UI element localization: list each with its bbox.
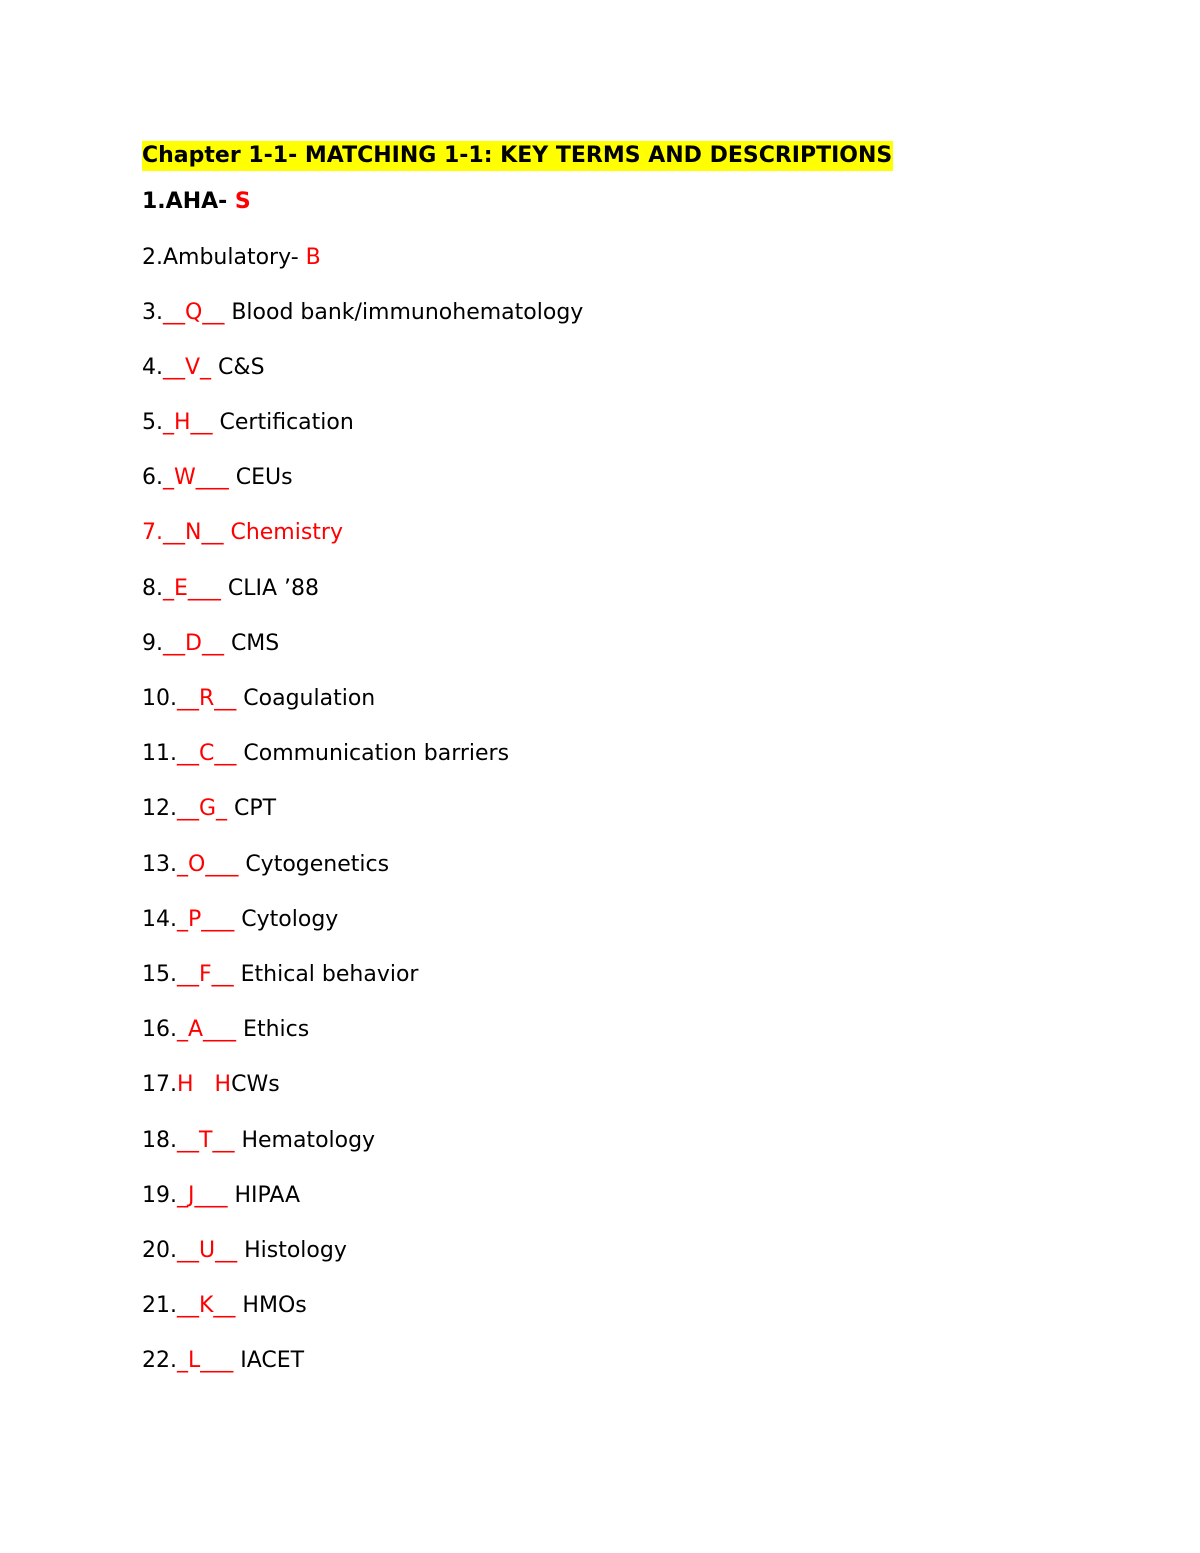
item-number-term: 2.Ambulatory- bbox=[142, 244, 306, 270]
matching-item bbox=[142, 1181, 583, 1236]
answer-blank: __V_ bbox=[163, 354, 212, 380]
item-number: 20. bbox=[142, 1237, 177, 1263]
matching-item bbox=[142, 1236, 583, 1291]
answer-letter: B bbox=[305, 244, 321, 270]
item-number: 19. bbox=[142, 1182, 177, 1208]
item-term: CLIA ’88 bbox=[220, 575, 320, 601]
item-term: Histology bbox=[237, 1237, 347, 1263]
answer-blank: __U__ bbox=[177, 1237, 238, 1263]
item-number: 16. bbox=[142, 1017, 177, 1043]
item-number: 18. bbox=[142, 1127, 177, 1153]
item-number: 4. bbox=[142, 354, 163, 380]
answer-blank: __D__ bbox=[163, 630, 224, 656]
answer-blank: _J___ bbox=[177, 1182, 228, 1208]
item-number: 15. bbox=[142, 961, 177, 987]
item-number: 22. bbox=[142, 1348, 177, 1374]
matching-item bbox=[142, 1291, 583, 1346]
matching-item bbox=[142, 353, 583, 408]
item-term: C&S bbox=[211, 354, 265, 380]
item-number: 13. bbox=[142, 851, 177, 877]
item-term: CEUs bbox=[228, 465, 293, 491]
item-term: Cytology bbox=[234, 906, 339, 932]
answer-blank: __N__ bbox=[163, 520, 224, 546]
matching-item bbox=[142, 243, 583, 298]
answer-blank: __C__ bbox=[177, 741, 237, 767]
item-term: HIPAA bbox=[227, 1182, 301, 1208]
item-term: HMOs bbox=[235, 1293, 307, 1319]
answer-blank: __F__ bbox=[177, 961, 234, 987]
matching-item bbox=[142, 960, 583, 1015]
matching-item bbox=[142, 1015, 583, 1070]
matching-item bbox=[142, 684, 583, 739]
matching-item bbox=[142, 1126, 583, 1181]
item-term: IACET bbox=[233, 1348, 305, 1374]
matching-item bbox=[142, 1070, 583, 1125]
item-number: 10. bbox=[142, 686, 177, 711]
item-term: Blood bank/immunohematology bbox=[224, 299, 584, 325]
answer-letter: S bbox=[234, 189, 251, 214]
item-number: 14. bbox=[142, 906, 177, 932]
chapter-heading: Chapter 1-1- MATCHING 1-1: KEY TERMS AND DESCRIPTIONS bbox=[142, 141, 893, 171]
item-number: 21. bbox=[142, 1293, 177, 1319]
answer-blank: H H bbox=[177, 1072, 232, 1098]
item-term: CMS bbox=[223, 630, 280, 656]
answer-blank: __R__ bbox=[177, 686, 237, 711]
item-number: 3. bbox=[142, 299, 163, 325]
answer-blank: __K__ bbox=[177, 1293, 236, 1319]
item-term: Hematology bbox=[234, 1127, 376, 1153]
matching-item bbox=[142, 905, 583, 960]
item-number: 11. bbox=[142, 741, 177, 767]
matching-item bbox=[142, 629, 583, 684]
item-term: Ethics bbox=[236, 1017, 310, 1043]
item-number: 9. bbox=[142, 630, 163, 656]
matching-item bbox=[142, 1346, 583, 1401]
item-term: Chemistry bbox=[223, 520, 343, 546]
answer-blank: _E___ bbox=[163, 575, 221, 601]
answer-blank: _L___ bbox=[177, 1348, 234, 1374]
matching-item bbox=[142, 850, 583, 905]
answer-blank: __G_ bbox=[177, 796, 228, 822]
matching-item bbox=[142, 298, 583, 353]
item-number: 7. bbox=[142, 520, 163, 546]
item-term: CWs bbox=[231, 1072, 280, 1098]
matching-item bbox=[142, 408, 583, 463]
item-term: Coagulation bbox=[236, 686, 376, 711]
answer-blank: __T__ bbox=[177, 1127, 235, 1153]
answer-blank: _A___ bbox=[177, 1017, 237, 1043]
item-number: 8. bbox=[142, 575, 163, 601]
answer-blank: _P___ bbox=[177, 906, 235, 932]
item-term: Communication barriers bbox=[236, 741, 510, 767]
item-term: CPT bbox=[227, 796, 277, 822]
item-number: 12. bbox=[142, 796, 177, 822]
matching-item bbox=[142, 463, 583, 518]
item-number: 6. bbox=[142, 465, 163, 491]
item-number: 17. bbox=[142, 1072, 177, 1098]
item-term: Certification bbox=[212, 410, 354, 436]
answer-blank: _O___ bbox=[177, 851, 239, 877]
matching-item bbox=[142, 187, 583, 243]
matching-item bbox=[142, 794, 583, 849]
item-term: Cytogenetics bbox=[238, 851, 390, 877]
item-term: Ethical behavior bbox=[233, 961, 419, 987]
item-number-term: 1.AHA- bbox=[142, 189, 235, 214]
answer-blank: _H__ bbox=[163, 410, 213, 436]
item-number: 5. bbox=[142, 410, 163, 436]
matching-item bbox=[142, 574, 583, 629]
matching-item bbox=[142, 739, 583, 794]
matching-list bbox=[142, 187, 583, 1401]
matching-item bbox=[142, 518, 583, 573]
answer-blank: _W___ bbox=[163, 465, 229, 491]
answer-blank: __Q__ bbox=[163, 299, 225, 325]
